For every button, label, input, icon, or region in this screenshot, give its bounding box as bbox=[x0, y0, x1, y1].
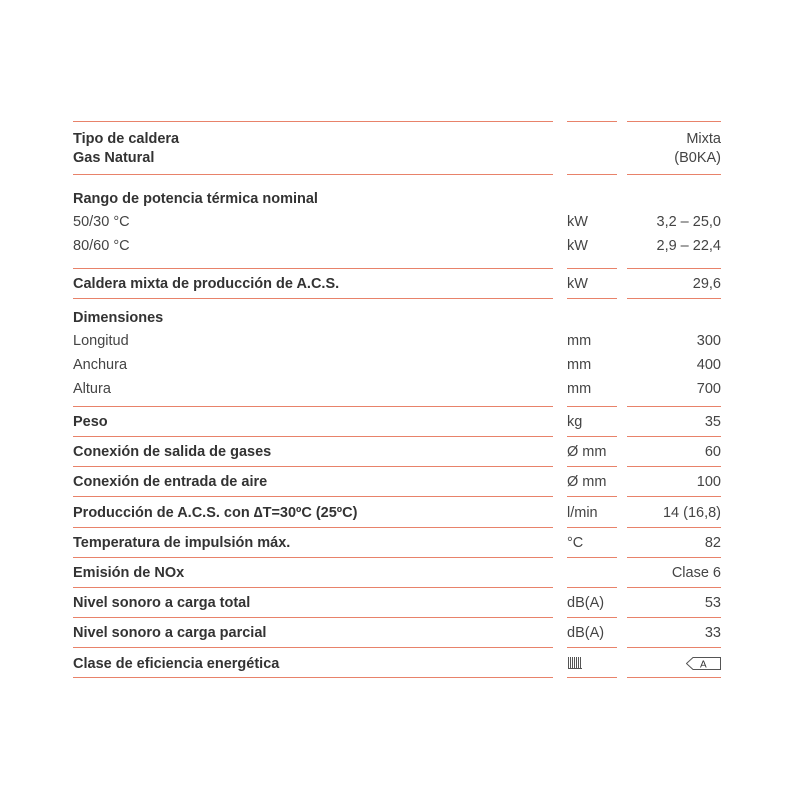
value-gas-natural: (B0KA) bbox=[674, 150, 721, 166]
label-50-30: 50/30 °C bbox=[73, 214, 130, 230]
label-anchura: Anchura bbox=[73, 357, 128, 373]
unit-peso: kg bbox=[567, 414, 583, 430]
label-emision-nox: Emisión de NOx bbox=[73, 565, 185, 581]
row-separator bbox=[73, 174, 553, 175]
row-separator bbox=[73, 466, 553, 467]
row-separator bbox=[73, 557, 553, 558]
row-separator bbox=[73, 617, 553, 618]
row-separator bbox=[567, 406, 617, 407]
row-separator bbox=[627, 406, 721, 407]
efficiency-class-badge bbox=[686, 657, 721, 670]
row-separator bbox=[567, 298, 617, 299]
value-emision-nox: Clase 6 bbox=[671, 565, 721, 581]
row-separator bbox=[73, 436, 553, 437]
value-peso: 35 bbox=[704, 414, 721, 430]
value-anchura: 400 bbox=[696, 357, 721, 373]
efficiency-class-letter: A bbox=[700, 659, 707, 670]
row-separator bbox=[73, 496, 553, 497]
label-produccion-acs: Producción de A.C.S. con ∆T=30ºC (25ºC) bbox=[73, 505, 358, 521]
value-longitud: 300 bbox=[696, 333, 721, 349]
label-dimensiones: Dimensiones bbox=[73, 310, 164, 326]
label-altura: Altura bbox=[73, 381, 111, 397]
row-separator bbox=[627, 587, 721, 588]
unit-sonoro-total: dB(A) bbox=[567, 595, 605, 611]
value-50-30: 3,2 – 25,0 bbox=[656, 214, 721, 230]
label-longitud: Longitud bbox=[73, 333, 129, 349]
label-peso: Peso bbox=[73, 414, 108, 430]
row-separator bbox=[627, 617, 721, 618]
label-entrada-aire: Conexión de entrada de aire bbox=[73, 474, 268, 490]
row-separator bbox=[73, 268, 553, 269]
value-caldera-acs: 29,6 bbox=[692, 276, 721, 292]
label-sonoro-total: Nivel sonoro a carga total bbox=[73, 595, 251, 611]
row-separator bbox=[567, 466, 617, 467]
row-separator bbox=[627, 268, 721, 269]
row-separator bbox=[627, 466, 721, 467]
unit-altura: mm bbox=[567, 381, 592, 397]
unit-longitud: mm bbox=[567, 333, 592, 349]
label-sonoro-parcial: Nivel sonoro a carga parcial bbox=[73, 625, 267, 641]
unit-entrada-aire: Ø mm bbox=[567, 474, 607, 490]
row-separator bbox=[567, 527, 617, 528]
row-separator bbox=[73, 647, 553, 648]
unit-produccion-acs: l/min bbox=[567, 505, 598, 521]
row-separator bbox=[627, 121, 721, 122]
label-tipo-caldera: Tipo de caldera bbox=[73, 131, 180, 147]
row-separator bbox=[567, 268, 617, 269]
row-separator bbox=[567, 496, 617, 497]
unit-80-60: kW bbox=[567, 238, 588, 254]
unit-50-30: kW bbox=[567, 214, 588, 230]
label-salida-gases: Conexión de salida de gases bbox=[73, 444, 272, 460]
row-separator bbox=[627, 677, 721, 678]
row-separator bbox=[627, 298, 721, 299]
row-separator bbox=[627, 557, 721, 558]
unit-temperatura: °C bbox=[567, 535, 584, 551]
value-altura: 700 bbox=[696, 381, 721, 397]
value-80-60: 2,9 – 22,4 bbox=[656, 238, 721, 254]
unit-anchura: mm bbox=[567, 357, 592, 373]
value-sonoro-parcial: 33 bbox=[704, 625, 721, 641]
label-eficiencia: Clase de eficiencia energética bbox=[73, 656, 280, 672]
row-separator bbox=[73, 406, 553, 407]
value-produccion-acs: 14 (16,8) bbox=[662, 505, 721, 521]
value-tipo-caldera: Mixta bbox=[686, 131, 721, 147]
label-caldera-acs: Caldera mixta de producción de A.C.S. bbox=[73, 276, 340, 292]
row-separator bbox=[567, 617, 617, 618]
row-separator bbox=[567, 557, 617, 558]
value-salida-gases: 60 bbox=[704, 444, 721, 460]
value-entrada-aire: 100 bbox=[696, 474, 721, 490]
row-separator bbox=[73, 677, 553, 678]
unit-salida-gases: Ø mm bbox=[567, 444, 607, 460]
row-separator bbox=[73, 298, 553, 299]
row-separator bbox=[627, 436, 721, 437]
label-80-60: 80/60 °C bbox=[73, 238, 130, 254]
row-separator bbox=[73, 121, 553, 122]
value-sonoro-total: 53 bbox=[704, 595, 721, 611]
unit-caldera-acs: kW bbox=[567, 276, 588, 292]
row-separator bbox=[627, 174, 721, 175]
row-separator bbox=[567, 677, 617, 678]
row-separator bbox=[567, 174, 617, 175]
label-gas-natural: Gas Natural bbox=[73, 150, 155, 166]
row-separator bbox=[627, 496, 721, 497]
value-temperatura: 82 bbox=[704, 535, 721, 551]
row-separator bbox=[627, 527, 721, 528]
label-rango-potencia: Rango de potencia térmica nominal bbox=[73, 191, 318, 207]
radiator-icon bbox=[568, 657, 582, 669]
row-separator bbox=[567, 587, 617, 588]
row-separator bbox=[567, 647, 617, 648]
row-separator bbox=[627, 647, 721, 648]
unit-sonoro-parcial: dB(A) bbox=[567, 625, 605, 641]
row-separator bbox=[567, 121, 617, 122]
row-separator bbox=[567, 436, 617, 437]
row-separator bbox=[73, 527, 553, 528]
row-separator bbox=[73, 587, 553, 588]
label-temperatura: Temperatura de impulsión máx. bbox=[73, 535, 291, 551]
